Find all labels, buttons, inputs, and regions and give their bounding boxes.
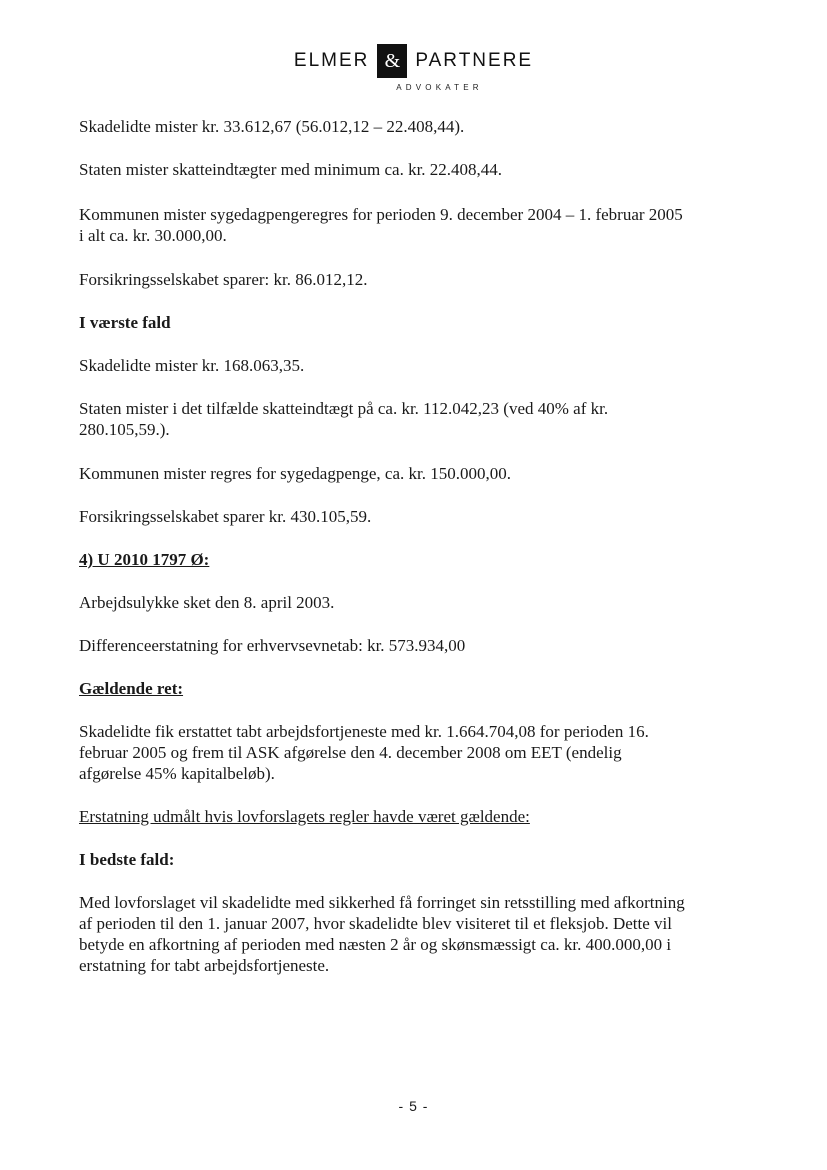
paragraph-kommunen-line1: Kommunen mister sygedagpengeregres for perioden 9. december 2004 – 1. februar 2005 <box>79 205 683 224</box>
paragraph-lovforslag-line2: af perioden til den 1. januar 2007, hvor skadelidte blev visiteret til et fleksjob. Dette vil <box>79 914 672 933</box>
paragraph-skadelidte-mister-2: Skadelidte mister kr. 168.063,35. <box>79 356 305 375</box>
paragraph-differenceerstatning: Differenceerstatning for erhvervsevnetab: kr. 573.934,00 <box>79 636 466 655</box>
logo-subtitle: ADVOKATER <box>396 83 483 92</box>
paragraph-forsikring-sparer-2: Forsikringsselskabet sparer kr. 430.105,59. <box>79 507 372 526</box>
heading-bedste-fald: I bedste fald: <box>79 850 175 869</box>
paragraph-arbejdsulykke: Arbejdsulykke sket den 8. april 2003. <box>79 593 335 612</box>
paragraph-kommunen-regres: Kommunen mister regres for sygedagpenge, ca. kr. 150.000,00. <box>79 464 511 483</box>
paragraph-erstattet-line1: Skadelidte fik erstattet tabt arbejdsfortjeneste med kr. 1.664.704,08 for perioden 16. <box>79 722 649 741</box>
logo-left-word: ELMER <box>293 50 370 71</box>
paragraph-lovforslag-line4: erstatning for tabt arbejdsfortjeneste. <box>79 956 330 975</box>
heading-case-4: 4) U 2010 1797 Ø: <box>79 550 210 569</box>
logo-ampersand-mark: & <box>377 44 407 78</box>
paragraph-staten-line1: Staten mister i det tilfælde skatteindtægt på ca. kr. 112.042,23 (ved 40% af kr. <box>79 399 609 418</box>
heading-erstatning-udmaalt: Erstatning udmålt hvis lovforslagets regler havde været gældende: <box>79 807 530 826</box>
heading-gaeldende-ret: Gældende ret: <box>79 679 184 698</box>
heading-vaerste-fald: I værste fald <box>79 313 171 332</box>
logo-right-word: PARTNERE <box>415 50 534 71</box>
paragraph-kommunen-line2: i alt ca. kr. 30.000,00. <box>79 226 227 245</box>
paragraph-erstattet-line3: afgørelse 45% kapitalbeløb). <box>79 764 275 783</box>
page-number: - 5 - <box>398 1098 429 1114</box>
paragraph-staten-line2: 280.105,59.). <box>79 420 170 439</box>
letterhead <box>0 44 827 92</box>
paragraph-erstattet-line2: februar 2005 og frem til ASK afgørelse den 4. december 2008 om EET (endelig <box>79 743 622 762</box>
paragraph-skadelidte-mister: Skadelidte mister kr. 33.612,67 (56.012,12 – 22.408,44). <box>79 117 465 136</box>
paragraph-forsikring-sparer: Forsikringsselskabet sparer: kr. 86.012,12. <box>79 270 368 289</box>
paragraph-lovforslag-line1: Med lovforslaget vil skadelidte med sikkerhed få forringet sin retsstilling med afkortning <box>79 893 685 912</box>
logo <box>0 44 827 78</box>
paragraph-staten-mister: Staten mister skatteindtægter med minimum ca. kr. 22.408,44. <box>79 160 503 179</box>
paragraph-lovforslag-line3: betyde en afkortning af perioden med næsten 2 år og skønsmæssigt ca. kr. 400.000,00 i <box>79 935 672 954</box>
